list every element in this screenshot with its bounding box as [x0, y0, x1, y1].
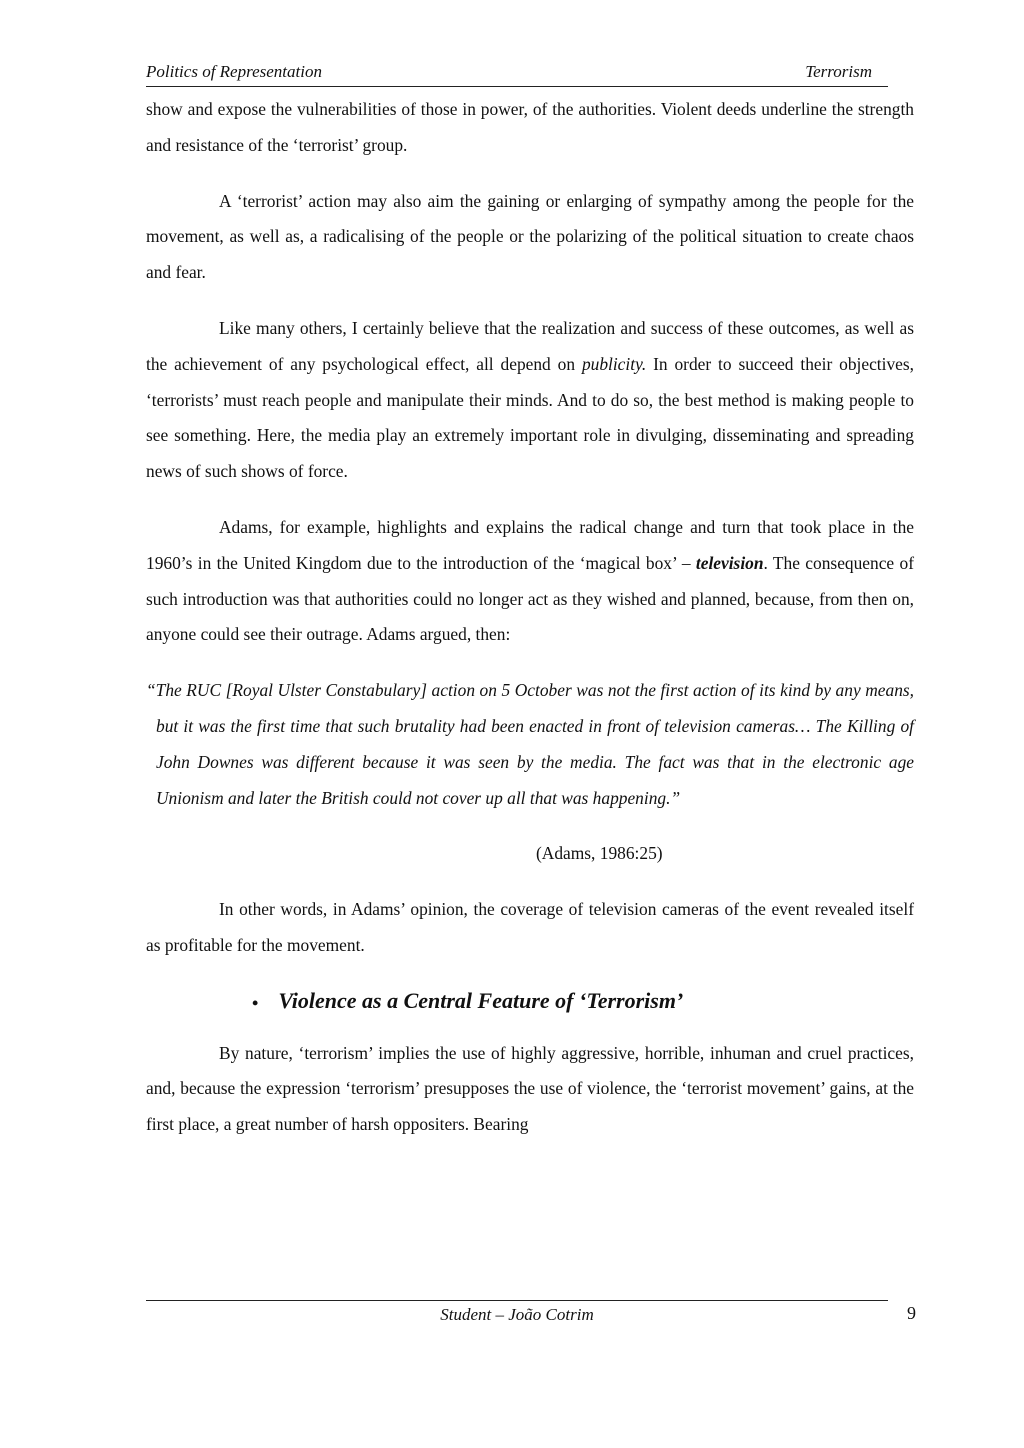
paragraph-adams — [146, 510, 914, 653]
section-heading — [146, 986, 914, 1018]
page-number: 9 — [907, 1303, 916, 1323]
emphasis-publicity: publicity. — [581, 353, 647, 374]
paragraph-publicity — [146, 311, 914, 490]
emphasis-television: television — [695, 552, 764, 573]
paragraph-text: . The consequence of such introduction was that authorities could no longer act as they wished and planned, because, from then on, anyone could see their outrage. Adams argued, then: — [146, 552, 914, 645]
paragraph-continued: show and expose the vulnerabilities of those in power, of the authorities. Violent deeds underline the strength and resistance of the ‘terrorist’ group. — [146, 99, 914, 155]
paragraph-coverage: In other words, in Adams’ opinion, the coverage of television cameras of the event revealed itself as profitable for the movement. — [146, 899, 914, 955]
paragraph-violence: By nature, ‘terrorism’ implies the use of highly aggressive, horrible, inhuman and cruel practices, and, because the expression ‘terrorism’ presupposes the use of violence, the ‘terrorist movement’ gains, at the first place, a great number of harsh oppositers. Bearing — [146, 1042, 914, 1135]
bullet-icon: • — [252, 992, 259, 1013]
header-section-title: Terrorism — [805, 62, 872, 81]
paragraph-text: Adams, for example, highlights and explains the radical change and turn that took place in the 1960’s in the United Kingdom due to the introduction of the ‘magical box’ – — [146, 516, 914, 573]
page-body — [146, 92, 914, 1163]
header-document-title: Politics of Representation — [146, 62, 322, 81]
block-quote: “The RUC [Royal Ulster Constabulary] action on 5 October was not the first action of its kind by any means, but it was the first time that such brutality had been enacted in front of television cameras… The Killing of John Downes was different because it was seen by the media. The fact was that in the electronic age Unionism and later the British could not cover up all that was happening.” — [146, 680, 914, 808]
footer-author: Student – João Cotrim — [440, 1305, 594, 1324]
section-heading-text: Violence as a Central Feature of ‘Terrorism’ — [278, 987, 684, 1013]
paragraph-sympathy: A ‘terrorist’ action may also aim the gaining or enlarging of sympathy among the people for the movement, as well as, a radicalising of the people or the polarizing of the political situation to create chaos and fear. — [146, 190, 914, 283]
quote-citation: (Adams, 1986:25) — [536, 843, 663, 864]
paragraph-text: Like many others, I certainly believe that the realization and success of these outcomes, as well as the achievement of any psychological effect, all depend on — [146, 317, 914, 374]
page-header — [146, 62, 888, 87]
paragraph-text: In order to succeed their objectives, ‘terrorists’ must reach people and manipulate their minds. And to do so, the best method is making people to see something. Here, the media play an extremely important role in divulging, disseminating and spreading news of such shows of force. — [146, 353, 915, 482]
page-footer — [146, 1300, 916, 1331]
